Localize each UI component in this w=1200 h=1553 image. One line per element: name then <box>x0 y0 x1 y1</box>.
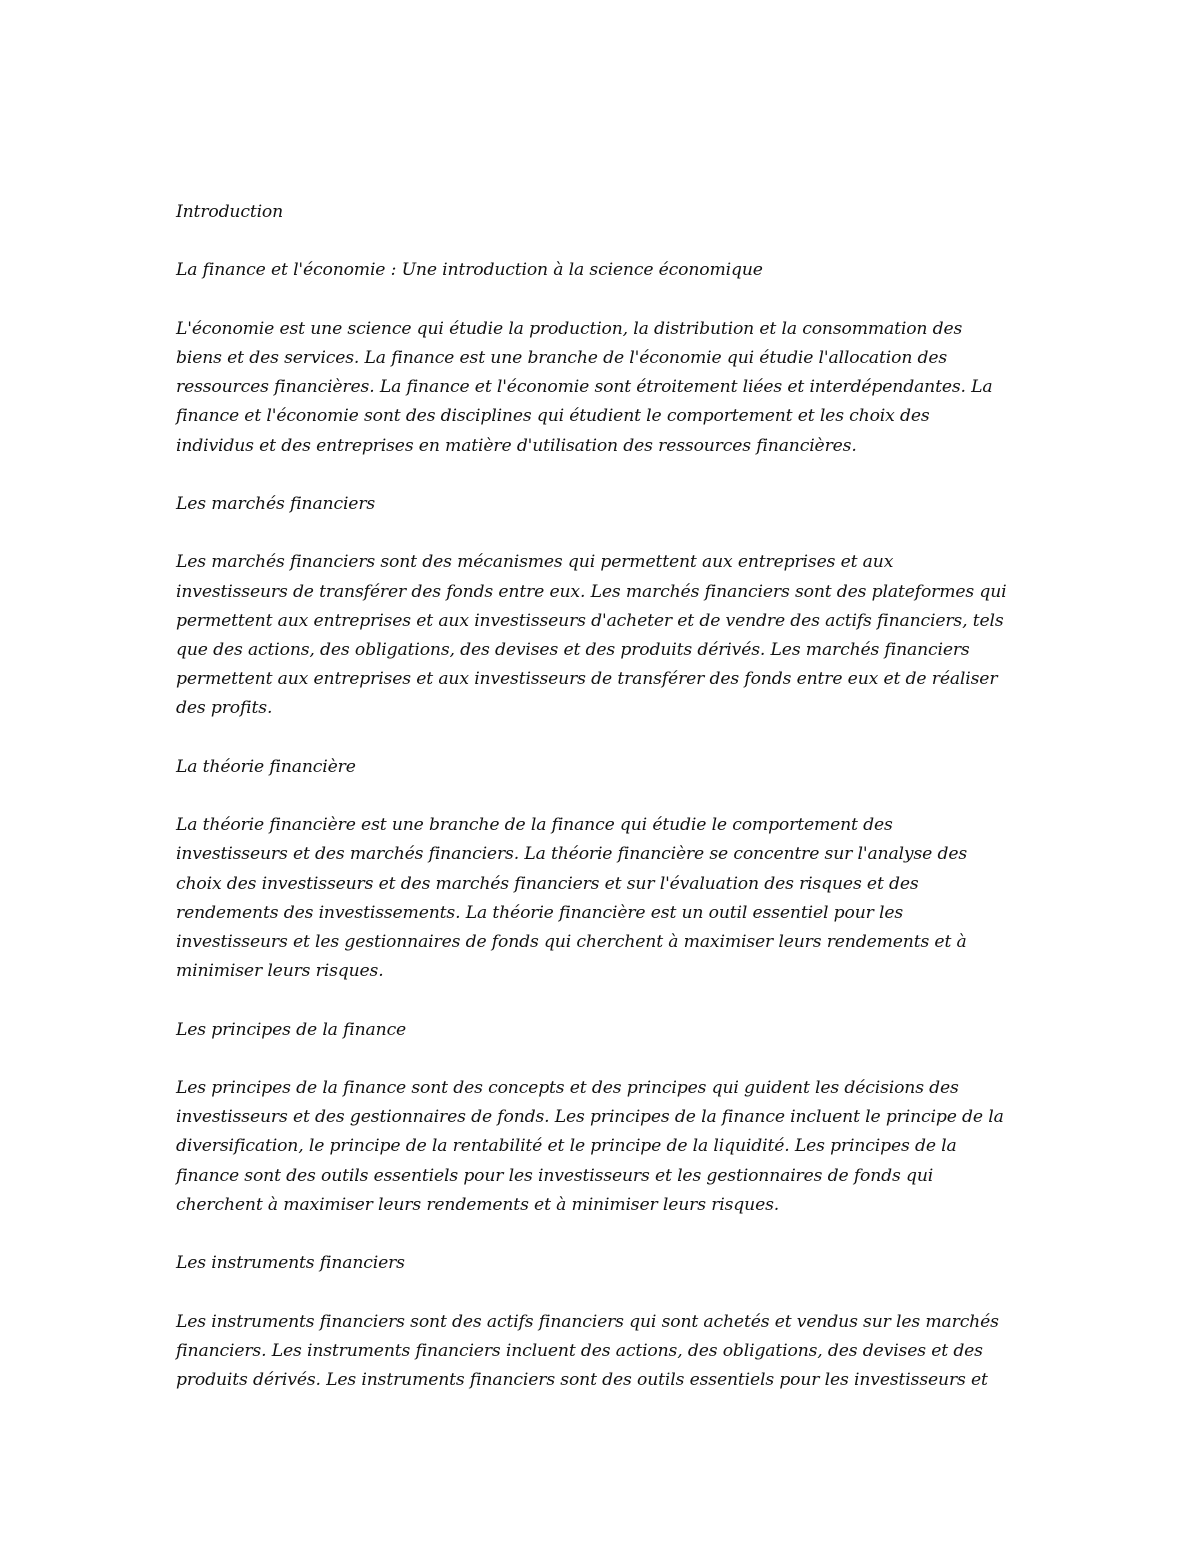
text-line: diversification, le principe de la rentabilité et le principe de la liquidité. Les principes de la <box>176 1136 957 1157</box>
text-line: produits dérivés. Les instruments financiers sont des outils essentiels pour les investisseurs et <box>176 1369 988 1390</box>
heading-introduction <box>176 198 1026 227</box>
text-line: investisseurs et des marchés financiers. La théorie financière se concentre sur l'analyse des <box>176 844 968 865</box>
paragraph-principes-finance <box>176 1074 1026 1220</box>
text-line: cherchent à maximiser leurs rendements et à minimiser leurs risques. <box>176 1194 780 1215</box>
text-line: L'économie est une science qui étudie la production, la distribution et la consommation des <box>176 318 963 339</box>
paragraph-instruments-financiers <box>176 1308 1026 1396</box>
text-line: rendements des investissements. La théorie financière est un outil essentiel pour les <box>176 902 904 923</box>
text-line: La finance et l'économie : Une introduction à la science économique <box>176 260 763 281</box>
text-line: biens et des services. La finance est une branche de l'économie qui étudie l'allocation des <box>176 347 948 368</box>
text-line: choix des investisseurs et des marchés financiers et sur l'évaluation des risques et des <box>176 873 919 894</box>
text-line: individus et des entreprises en matière d'utilisation des ressources financières. <box>176 435 857 456</box>
text-line: permettent aux entreprises et aux investisseurs d'acheter et de vendre des actifs financiers, tels <box>176 610 1004 631</box>
text-line: investisseurs et les gestionnaires de fonds qui cherchent à maximiser leurs rendements et à <box>176 931 967 952</box>
text-line: La théorie financière <box>176 756 356 777</box>
text-line: Les marchés financiers <box>176 493 376 514</box>
text-line: Introduction <box>176 202 284 222</box>
heading-finance-economie <box>176 256 1026 285</box>
text-line: Les instruments financiers <box>176 1253 405 1274</box>
document-body <box>176 198 1026 1424</box>
text-line: Les marchés financiers sont des mécanismes qui permettent aux entreprises et aux <box>176 552 894 573</box>
text-line: permettent aux entreprises et aux investisseurs de transférer des fonds entre eux et de réaliser <box>176 669 998 690</box>
text-line: Les principes de la finance sont des concepts et des principes qui guident les décisions des <box>176 1077 959 1098</box>
heading-marches-financiers <box>176 490 1026 519</box>
text-line: minimiser leurs risques. <box>176 961 384 982</box>
heading-instruments-financiers <box>176 1249 1026 1278</box>
paragraph-economie <box>176 315 1026 461</box>
paragraph-marches-financiers <box>176 548 1026 723</box>
text-line: que des actions, des obligations, des devises et des produits dérivés. Les marchés financiers <box>176 639 970 660</box>
heading-theorie-financiere <box>176 753 1026 782</box>
heading-principes-finance <box>176 1016 1026 1045</box>
text-line: Les principes de la finance <box>176 1019 407 1040</box>
text-line: La théorie financière est une branche de la finance qui étudie le comportement des <box>176 815 893 836</box>
text-line: Les instruments financiers sont des actifs financiers qui sont achetés et vendus sur les marchés <box>176 1311 999 1332</box>
text-line: investisseurs de transférer des fonds entre eux. Les marchés financiers sont des plateformes qui <box>176 581 1007 602</box>
text-line: des profits. <box>176 698 273 719</box>
text-line: finance et l'économie sont des disciplines qui étudient le comportement et les choix des <box>176 406 930 427</box>
text-line: finance sont des outils essentiels pour les investisseurs et les gestionnaires de fonds qui <box>176 1165 934 1186</box>
text-line: financiers. Les instruments financiers incluent des actions, des obligations, des devises et des <box>176 1340 983 1361</box>
text-line: ressources financières. La finance et l'économie sont étroitement liées et interdépendantes. La <box>176 377 993 398</box>
text-line: investisseurs et des gestionnaires de fonds. Les principes de la finance incluent le principe de la <box>176 1107 1004 1128</box>
paragraph-theorie-financiere <box>176 811 1026 986</box>
